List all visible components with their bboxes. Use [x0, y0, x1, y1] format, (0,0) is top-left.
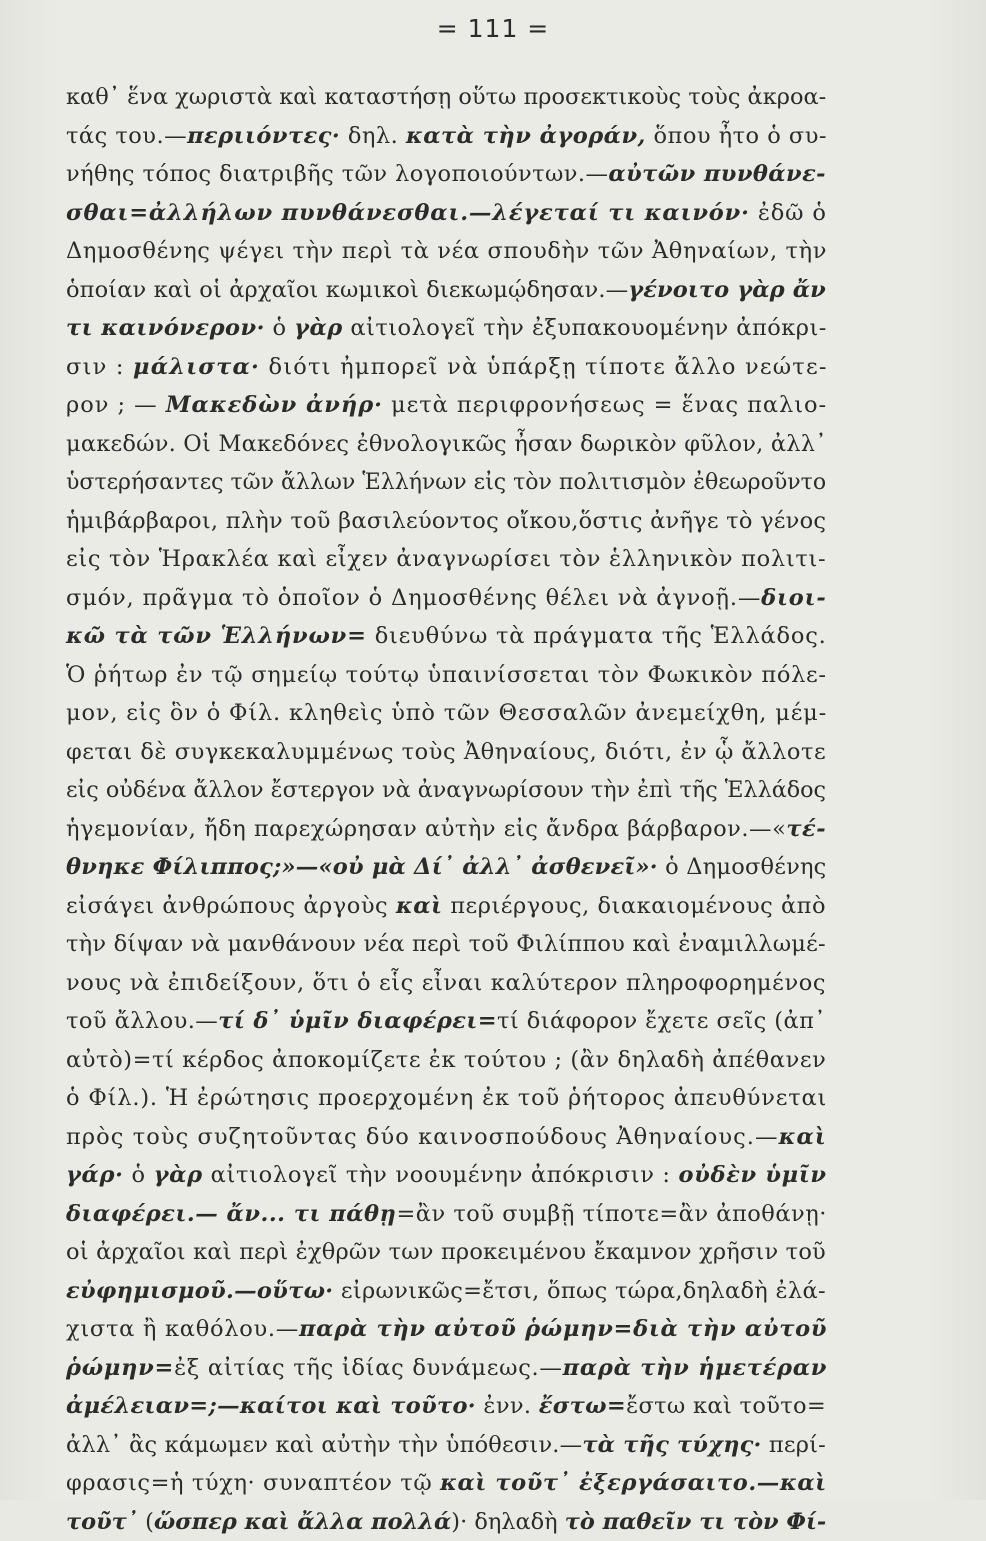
text-segment: νους νὰ ἐπιδείξουν, ὅτι ὁ εἷς εἶναι καλύτερον πληροφορημένος: [66, 970, 826, 996]
text-segment: Δημοσθένης ψέγει τὴν περὶ τὰ νέα σπουδὴν τῶν Ἀθηναίων, τὴν: [66, 238, 827, 264]
text-line: [66, 463, 826, 502]
text-segment: ἔστω καὶ τοῦτο=: [626, 1393, 826, 1419]
emphasized-text: γὰρ: [154, 1162, 203, 1188]
emphasized-text: παρὰ τὴν αὐτοῦ ῥώμην=διὰ τὴν αὐτοῦ: [299, 1316, 827, 1342]
emphasized-text: καὶ: [779, 1124, 827, 1150]
text-segment: αἰτιολογεῖ τὴν ἐξυπακουομένην ἀπόκρι-: [343, 315, 827, 341]
text-segment: εἰς οὐδένα ἄλλον ἔστεργον νὰ ἀναγνωρίσουν τὴν ἐπὶ τῆς Ἑλλάδος: [66, 777, 826, 803]
text-segment: περιέργους, διακαιομένους ἀπὸ: [443, 893, 827, 919]
text-segment: ὑστερήσαντες τῶν ἄλλων Ἑλλήνων εἰς τὸν πολιτισμὸν ἐθεωροῦντο: [66, 469, 826, 495]
text-segment: εἰς τὸν Ἡρακλέα καὶ εἶχεν ἀναγνωρίσει τὸν ἑλληνικὸν πολιτι-: [66, 546, 826, 572]
text-line: [66, 540, 826, 579]
text-segment: =ἂν τοῦ συμβῇ τίποτε=ἂν ἀποθάνῃ·: [396, 1201, 826, 1227]
emphasized-text: τί δ᾽ ὑμῖν διαφέρει=: [218, 1008, 497, 1034]
emphasized-text: παρὰ τὴν ἡμετέραν: [563, 1355, 827, 1381]
text-segment: ἡμιβάρβαροι, πλὴν τοῦ βασιλεύοντος οἴκου,ὅστις ἀνῆγε τὸ γένος: [66, 508, 826, 534]
text-segment: μον, εἰς ὃν ὁ Φίλ. κληθεὶς ὑπὸ τῶν Θεσσαλῶν ἀνεμείχθη, μέμ-: [66, 700, 827, 726]
text-line: [66, 1349, 826, 1388]
text-line: [66, 309, 826, 348]
text-segment: φεται δὲ συγκεκαλυμμένως τοὺς Ἀθηναίους, διότι, ἐν ᾧ ἄλλοτε: [66, 739, 826, 765]
text-line: [66, 656, 826, 695]
text-segment: σμόν, πρᾶγμα τὸ ὁποῖον ὁ Δημοσθένης θέλει νὰ ἀγνοῇ.—: [66, 585, 761, 611]
emphasized-text: τοῦτ᾽: [66, 1509, 138, 1535]
text-line: [66, 117, 826, 156]
text-segment: μακεδών. Οἱ Μακεδόνες ἐθνολογικῶς ἦσαν δωρικὸν φῦλον, ἀλλ᾽: [66, 431, 827, 457]
text-line: [66, 1002, 826, 1041]
text-line: [66, 1272, 826, 1311]
text-line: [66, 1387, 826, 1426]
text-segment: διότι ἠμπορεῖ νὰ ὑπάρξῃ τίποτε ἄλλο νεώτε-: [260, 354, 828, 380]
emphasized-text: καὶ τοῦτ᾽ ἐξεργάσαιτο.—καὶ: [440, 1470, 827, 1496]
emphasized-text: θνηκε Φίλιππος;»—«οὐ μὰ Δί᾽ ἀλλ᾽ ἀσθενεῖ»·: [66, 854, 658, 880]
text-segment: τὴν δίψαν νὰ μανθάνουν νέα περὶ τοῦ Φιλίππου καὶ ἐναμιλλωμέ-: [66, 931, 826, 957]
text-segment: εἰσάγει ἀνθρώπους ἀργοὺς: [66, 893, 396, 919]
emphasized-text: τὸ παθεῖν τι τὸν Φί-: [565, 1509, 826, 1535]
text-line: [66, 1118, 826, 1157]
emphasized-text: κῶ τὰ τῶν Ἑλλήνων=: [66, 623, 367, 649]
emphasized-text: μάλιστα·: [133, 354, 260, 380]
emphasized-text: ὥσπερ καὶ ἄλλα πολλά: [154, 1509, 451, 1535]
text-segment: ὅπου ἦτο ὁ συ-: [646, 123, 827, 149]
emphasized-text: τὰ τῆς τύχης·: [582, 1432, 761, 1458]
text-line: [66, 348, 826, 387]
emphasized-text: γάρ·: [66, 1162, 124, 1188]
text-line: [66, 194, 826, 233]
text-line: [66, 887, 826, 926]
text-line: [66, 925, 826, 964]
emphasized-text: διοι-: [761, 585, 826, 611]
emphasized-text: ἔστω=: [539, 1393, 626, 1419]
text-segment: ρον ; —: [66, 392, 166, 418]
page-number: = 111 =: [0, 14, 986, 43]
emphasized-text: οὐδὲν ὑμῖν: [679, 1162, 827, 1188]
text-segment: αὐτὸ)=τί κέρδος ἀποκομίζετε ἐκ τούτου ; (ἂν δηλαδὴ ἀπέθανεν: [66, 1047, 826, 1073]
text-segment: )· δηλαδὴ: [451, 1509, 564, 1535]
emphasized-text: Μακεδὼν ἀνήρ·: [166, 392, 383, 418]
text-segment: καθ᾽ ἕνα χωριστὰ καὶ καταστήσῃ οὕτω προσεκτικοὺς τοὺς ἀκροα-: [66, 84, 826, 110]
text-segment: ὁ: [124, 1162, 154, 1188]
text-segment: τάς του.—: [66, 123, 187, 149]
text-segment: μετὰ περιφρονήσεως = ἕνας παλιο-: [383, 392, 827, 418]
emphasized-text: αὐτῶν πυνθάνε-: [608, 161, 826, 187]
text-segment: διευθύνω τὰ πράγματα τῆς Ἑλλάδος.: [367, 623, 827, 649]
text-line: [66, 733, 826, 772]
text-segment: σιν :: [66, 354, 133, 380]
text-segment: ἐνν.: [476, 1393, 539, 1419]
text-line: [66, 78, 826, 117]
commentary-text-block: [66, 78, 826, 1541]
text-segment: ὁ Φίλ.). Ἡ ἐρώτησις προερχομένη ἐκ τοῦ ῥήτορος ἀπευθύνεται: [66, 1085, 827, 1111]
emphasized-text: περιιόντες·: [187, 123, 340, 149]
emphasized-text: γένοιτο γὰρ ἄν: [628, 277, 826, 303]
text-segment: δηλ.: [340, 123, 406, 149]
text-line: [66, 579, 826, 618]
emphasized-text: διαφέρει.— ἄν... τι πάθῃ: [66, 1201, 396, 1227]
text-segment: χιστα ἢ καθόλου.—: [66, 1316, 299, 1342]
text-line: [66, 232, 826, 271]
text-segment: ὁ: [265, 315, 294, 341]
text-segment: νήθης τόπος διατριβῆς τῶν λογοποιούντων.—: [66, 161, 608, 187]
text-line: [66, 848, 826, 887]
text-line: [66, 1426, 826, 1465]
text-segment: ἐδῶ ὁ: [750, 200, 827, 226]
text-segment: αἰτιολογεῖ τὴν νοουμένην ἀπόκρισιν :: [203, 1162, 679, 1188]
text-segment: Ὁ ῥήτωρ ἐν τῷ σημείῳ τούτῳ ὑπαινίσσεται τὸν Φωκικὸν πόλε-: [66, 662, 827, 688]
text-segment: (: [138, 1509, 154, 1535]
emphasized-text: ἀμέλειαν=;—καίτοι καὶ τοῦτο·: [66, 1393, 476, 1419]
emphasized-text: καὶ: [396, 893, 443, 919]
text-segment: τοῦ ἄλλου.—: [66, 1008, 218, 1034]
emphasized-text: σθαι=ἀλλήλων πυνθάνεσθαι.—λέγεταί τι καινόν·: [66, 200, 750, 226]
emphasized-text: εὐφημισμοῦ.—οὕτω·: [66, 1278, 333, 1304]
text-segment: οἱ ἀρχαῖοι καὶ περὶ ἐχθρῶν των προκειμένου ἔκαμνον χρῆσιν τοῦ: [66, 1239, 826, 1265]
text-line: [66, 1503, 826, 1541]
text-segment: πρὸς τοὺς συζητοῦντας δύο καινοσπούδους Ἀθηναίους.—: [66, 1124, 779, 1150]
emphasized-text: κατὰ τὴν ἀγοράν,: [406, 123, 646, 149]
text-line: [66, 810, 826, 849]
text-line: [66, 425, 826, 464]
emphasized-text: τι καινόνερον·: [66, 315, 265, 341]
text-segment: φρασις=ἡ τύχη· συναπτέον τῷ: [66, 1470, 440, 1496]
emphasized-text: ῥώμην=: [66, 1355, 174, 1381]
text-segment: ὁποίαν καὶ οἱ ἀρχαῖοι κωμικοὶ διεκωμῴδησαν.—: [66, 277, 628, 303]
text-segment: εἰρωνικῶς=ἔτσι, ὅπως τώρα,δηλαδὴ ἐλά-: [333, 1278, 825, 1304]
text-segment: ἡγεμονίαν, ἤδη παρεχώρησαν αὐτὴν εἰς ἄνδρα βάρβαρον.—«: [66, 816, 786, 842]
text-segment: περί-: [762, 1432, 826, 1458]
text-line: [66, 386, 826, 425]
text-line: [66, 694, 826, 733]
text-segment: τί διάφορον ἔχετε σεῖς (ἀπ᾽: [497, 1008, 826, 1034]
text-line: [66, 1079, 826, 1118]
text-line: [66, 1464, 826, 1503]
text-line: [66, 771, 826, 810]
text-segment: ἀλλ᾽ ἂς κάμωμεν καὶ αὐτὴν τὴν ὑπόθεσιν.—: [66, 1432, 582, 1458]
emphasized-text: γὰρ: [294, 315, 343, 341]
text-line: [66, 1233, 826, 1272]
text-line: [66, 1310, 826, 1349]
text-line: [66, 1195, 826, 1234]
text-segment: ὁ Δημοσθένης: [658, 854, 827, 880]
text-line: [66, 271, 826, 310]
text-line: [66, 502, 826, 541]
text-line: [66, 964, 826, 1003]
text-line: [66, 1156, 826, 1195]
text-line: [66, 1041, 826, 1080]
text-segment: ἐξ αἰτίας τῆς ἰδίας δυνάμεως.—: [174, 1355, 563, 1381]
text-line: [66, 617, 826, 656]
emphasized-text: τέ-: [786, 816, 826, 842]
text-line: [66, 155, 826, 194]
